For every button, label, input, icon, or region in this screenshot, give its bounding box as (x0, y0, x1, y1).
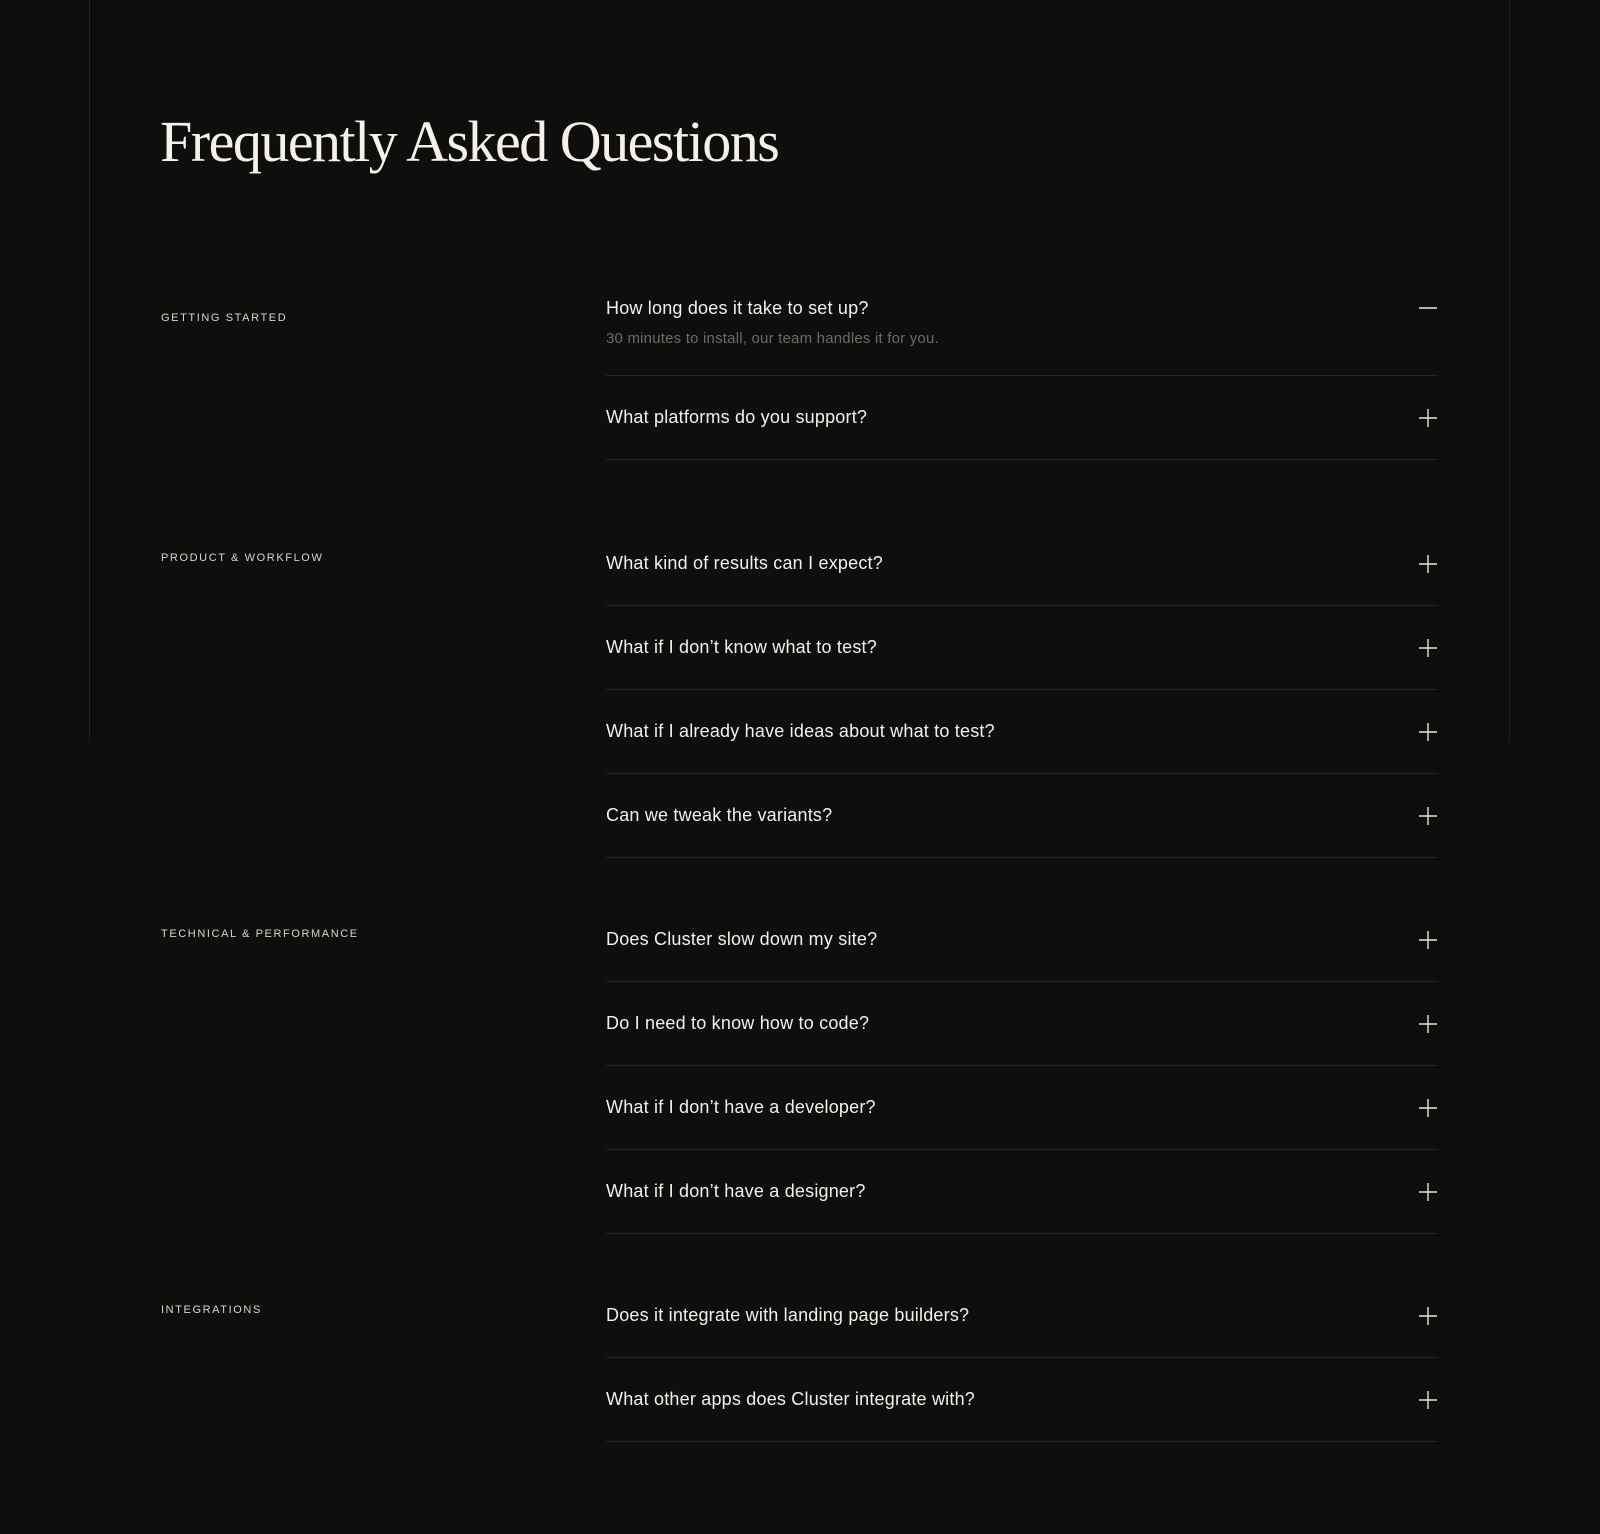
faq-question: What if I don’t have a developer? (606, 1097, 876, 1117)
faq-item[interactable] (606, 690, 1438, 774)
faq-question: What other apps does Cluster integrate with? (606, 1389, 975, 1409)
section-label-integrations: INTEGRATIONS (161, 1304, 262, 1316)
faq-question-row[interactable] (606, 1358, 1438, 1441)
faq-question: Do I need to know how to code? (606, 1013, 870, 1033)
faq-list-integrations (606, 1274, 1438, 1442)
faq-item[interactable] (606, 1358, 1438, 1442)
faq-question-row[interactable] (606, 606, 1438, 689)
faq-question: What if I already have ideas about what to test? (606, 721, 995, 741)
faq-item[interactable] (606, 606, 1438, 690)
faq-question-row[interactable] (606, 1150, 1438, 1233)
faq-question-row[interactable] (606, 690, 1438, 773)
plus-icon[interactable] (1418, 1182, 1438, 1202)
faq-question: What kind of results can I expect? (606, 553, 883, 573)
plus-icon[interactable] (1418, 722, 1438, 742)
plus-icon[interactable] (1418, 806, 1438, 826)
faq-item[interactable] (606, 1066, 1438, 1150)
plus-icon[interactable] (1418, 1014, 1438, 1034)
faq-list-product-workflow (606, 522, 1438, 858)
plus-icon[interactable] (1418, 408, 1438, 428)
faq-question-row[interactable] (606, 1066, 1438, 1149)
faq-question: What platforms do you support? (606, 407, 868, 427)
frame-line-right (1509, 0, 1510, 742)
frame-line-left (89, 0, 90, 742)
faq-question-row[interactable] (606, 774, 1438, 857)
plus-icon[interactable] (1418, 930, 1438, 950)
section-label-product-workflow: PRODUCT & WORKFLOW (161, 552, 324, 564)
faq-item[interactable] (606, 522, 1438, 606)
faq-question: Can we tweak the variants? (606, 805, 833, 825)
section-label-getting-started: GETTING STARTED (161, 312, 288, 324)
faq-question: What if I don’t have a designer? (606, 1181, 866, 1201)
faq-item[interactable] (606, 278, 1438, 376)
faq-question-row[interactable] (606, 982, 1438, 1065)
page-title: Frequently Asked Questions (160, 109, 779, 174)
faq-question: Does Cluster slow down my site? (606, 929, 878, 949)
faq-question-row[interactable] (606, 1274, 1438, 1357)
faq-list-technical-performance (606, 898, 1438, 1234)
faq-question: How long does it take to set up? (606, 298, 869, 318)
faq-answer: 30 minutes to install, our team handles it for you. (606, 330, 939, 347)
plus-icon[interactable] (1418, 1098, 1438, 1118)
section-label-technical-performance: TECHNICAL & PERFORMANCE (161, 928, 359, 940)
faq-item[interactable] (606, 774, 1438, 858)
faq-item[interactable] (606, 898, 1438, 982)
faq-question: What if I don’t know what to test? (606, 637, 877, 657)
plus-icon[interactable] (1418, 1306, 1438, 1326)
plus-icon[interactable] (1418, 638, 1438, 658)
faq-item[interactable] (606, 1150, 1438, 1234)
faq-question: Does it integrate with landing page builders? (606, 1305, 970, 1325)
faq-list-getting-started (606, 278, 1438, 460)
plus-icon[interactable] (1418, 554, 1438, 574)
faq-item[interactable] (606, 376, 1438, 460)
plus-icon[interactable] (1418, 1390, 1438, 1410)
faq-item[interactable] (606, 1274, 1438, 1358)
faq-item[interactable] (606, 982, 1438, 1066)
faq-question-row[interactable] (606, 376, 1438, 459)
faq-question-row[interactable] (606, 898, 1438, 981)
faq-question-row[interactable] (606, 522, 1438, 605)
minus-icon[interactable] (1418, 298, 1438, 318)
